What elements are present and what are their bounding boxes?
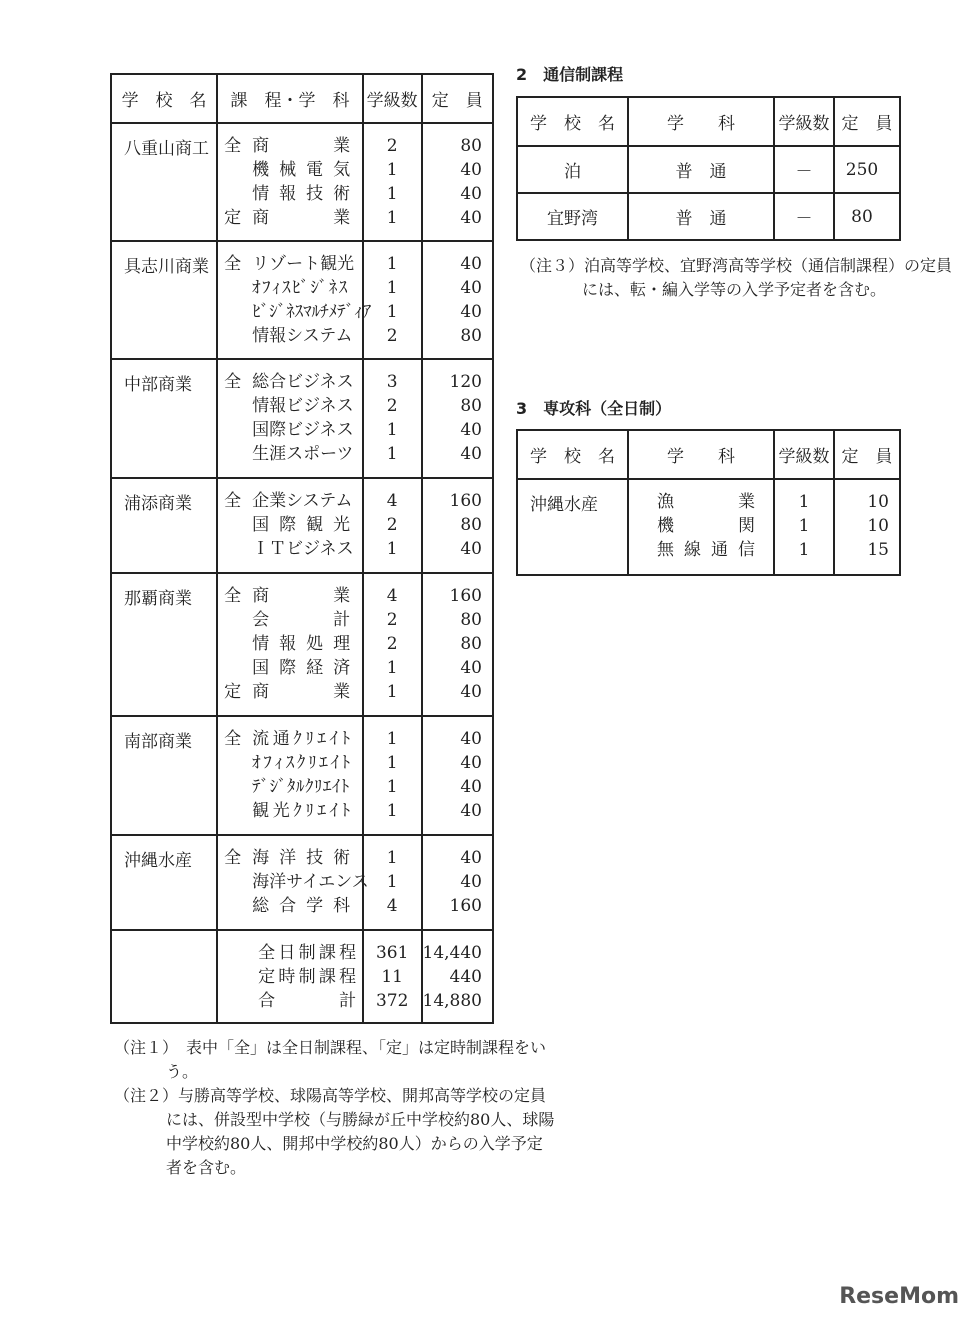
table-row [517, 479, 900, 575]
subject: 総合ビジネス [252, 372, 354, 392]
course-line [224, 513, 362, 537]
subject: 情報処理 [252, 634, 351, 654]
classes-cell [363, 359, 422, 478]
capacity: 40 [460, 539, 482, 559]
classes: 1 [386, 278, 398, 298]
capacity-cell [422, 241, 493, 359]
classes: － [774, 193, 834, 240]
table-row [111, 930, 493, 1023]
subject: 普 通 [628, 146, 774, 193]
classes: － [774, 146, 834, 193]
capacity: 160 [449, 896, 482, 916]
table-row [111, 241, 493, 359]
classes-cell [363, 241, 422, 359]
subject: 定時制課程 [258, 967, 357, 987]
course-line [224, 252, 362, 276]
course-cell [217, 835, 369, 930]
school-name: 南部商業 [111, 716, 217, 835]
subject [657, 490, 773, 514]
t3-header-classes: 学級数 [774, 430, 834, 479]
course-line [224, 894, 362, 918]
classes: 1 [798, 516, 810, 536]
classes: 1 [386, 254, 398, 274]
course-cell [217, 573, 363, 716]
capacity: 40 [460, 658, 482, 678]
course-line [224, 300, 372, 324]
course-line [224, 680, 362, 704]
subject [657, 538, 773, 562]
classes: 1 [386, 302, 398, 322]
course-line [224, 276, 362, 300]
classes: 1 [386, 420, 398, 440]
capacity: 40 [460, 302, 482, 322]
capacity: 40 [460, 208, 482, 228]
course-line [224, 394, 362, 418]
note-3: （注３）泊高等学校、宜野湾高等学校（通信制課程）の定員には、転・編入学等の入学予定者を含む。 [520, 256, 953, 299]
subject-text: 無線通信 [657, 540, 755, 560]
capacity-cell [422, 123, 493, 241]
table-row [111, 359, 493, 478]
capacity: 80 [460, 515, 482, 535]
capacity-cell [422, 930, 493, 1023]
school-name: 那覇商業 [111, 573, 217, 716]
course-line [224, 418, 362, 442]
header-school: 学 校 名 [111, 74, 217, 123]
subject: ｵﾌｨｽﾋﾞｼﾞﾈｽ [252, 278, 349, 298]
capacity: 40 [460, 872, 482, 892]
subject: 情報ビジネス [252, 396, 354, 416]
course-cell [217, 716, 363, 835]
t3-header-school: 学 校 名 [517, 430, 628, 479]
subject: 合 計 [258, 991, 357, 1011]
school-name: 浦添商業 [111, 478, 217, 573]
subject: 情報技術 [252, 184, 351, 204]
subject: ﾃﾞｼﾞﾀﾙｸﾘｴｲﾄ [252, 777, 350, 797]
subject: 観光ｸﾘｴｲﾄ [252, 801, 351, 821]
capacity: 40 [460, 184, 482, 204]
course-line [224, 537, 362, 561]
capacity: 15 [867, 540, 889, 560]
classes: 1 [386, 872, 398, 892]
capacity: 160 [449, 491, 482, 511]
classes-cell [363, 478, 422, 573]
section3-title: 3 専攻科（全日制） [516, 399, 672, 418]
course-type: 全 [224, 586, 242, 606]
school-name: 沖縄水産 [111, 835, 217, 930]
classes: 3 [386, 372, 398, 392]
classes: 1 [386, 539, 398, 559]
capacity: 120 [449, 372, 482, 392]
capacity: 440 [449, 967, 482, 987]
subject: 会 計 [252, 610, 351, 630]
subject: 流通ｸﾘｴｲﾄ [252, 729, 351, 749]
classes-cell [363, 835, 422, 930]
capacity: 14,880 [422, 991, 482, 1011]
classes: 4 [386, 586, 398, 606]
subject: ＩＴビジネス [252, 539, 354, 559]
subject [657, 514, 773, 538]
table-row [111, 573, 493, 716]
t2-header-school: 学 校 名 [517, 97, 628, 146]
course-type: 全 [224, 848, 242, 868]
classes: 1 [386, 682, 398, 702]
classes: 2 [386, 634, 398, 654]
subject-text: 機 関 [657, 516, 755, 536]
subject: リゾート観光 [252, 254, 355, 274]
capacity: 80 [460, 326, 482, 346]
subject: 総合学科 [252, 896, 351, 916]
capacity: 40 [460, 801, 482, 821]
course-cell [217, 930, 363, 1023]
classes: 1 [386, 729, 398, 749]
course-line [224, 608, 362, 632]
subject: 商 業 [252, 586, 351, 606]
course-line [224, 846, 362, 870]
t2-header-classes: 学級数 [774, 97, 834, 146]
subject: 海洋サイエンス [252, 872, 369, 892]
table-row [517, 146, 900, 193]
classes: 361 [375, 943, 409, 963]
table-row [111, 123, 493, 241]
resemom-logo: ReseMom [839, 1284, 959, 1309]
table-header-row [111, 74, 493, 123]
capacity: 14,440 [422, 943, 482, 963]
course-line [224, 656, 362, 680]
capacity: 40 [460, 777, 482, 797]
course-line [224, 727, 362, 751]
course-line [224, 989, 362, 1013]
course-type: 全 [224, 254, 242, 274]
course-line [224, 158, 362, 182]
subject: 国際経済 [252, 658, 351, 678]
classes: 372 [375, 991, 409, 1011]
course-line [224, 324, 362, 348]
classes-cell [363, 573, 422, 716]
classes: 1 [386, 801, 398, 821]
classes: 2 [386, 515, 398, 535]
t3-header-capacity: 定 員 [834, 430, 900, 479]
capacity: 40 [460, 160, 482, 180]
capacity-cell [422, 716, 493, 835]
school-name: 具志川商業 [111, 241, 217, 359]
subject: 国際ビジネス [252, 420, 354, 440]
subject: 商 業 [252, 682, 351, 702]
capacity: 40 [460, 444, 482, 464]
course-line [224, 489, 362, 513]
course-type: 全 [224, 136, 242, 156]
capacity-cell [422, 573, 493, 716]
school-name: 中部商業 [111, 359, 217, 478]
course-line [224, 370, 362, 394]
course-type: 全 [224, 372, 242, 392]
subject: 国際観光 [252, 515, 351, 535]
specialized-course-table [516, 429, 901, 576]
table-row [517, 193, 900, 240]
course-line [224, 206, 362, 230]
section2-title: 2 通信制課程 [516, 65, 624, 84]
table-row [111, 478, 493, 573]
main-capacity-table [110, 73, 494, 1024]
course-cell [217, 478, 363, 573]
subject: 情報システム [252, 326, 353, 346]
capacity-cell [422, 359, 493, 478]
header-capacity: 定 員 [422, 74, 493, 123]
classes: 1 [386, 184, 398, 204]
course-line [224, 584, 362, 608]
school: 宜野湾 [517, 193, 628, 240]
classes: 1 [386, 848, 398, 868]
subject: 普 通 [628, 193, 774, 240]
course-line [224, 442, 362, 466]
classes: 2 [386, 326, 398, 346]
classes-cell [363, 123, 422, 241]
table-row [111, 835, 493, 930]
subject: ｵﾌｨｽｸﾘｴｲﾄ [252, 753, 351, 773]
t2-header-capacity: 定 員 [834, 97, 900, 146]
capacity: 40 [460, 278, 482, 298]
course-line [224, 965, 362, 989]
course-line [224, 799, 362, 823]
t2-header-subject: 学 科 [628, 97, 774, 146]
capacity: 40 [460, 420, 482, 440]
capacity: 250 [834, 146, 900, 193]
school: 泊 [517, 146, 628, 193]
note-1: （注１） 表中「全」は全日制課程、「定」は定時制課程をいう。 [114, 1038, 547, 1081]
classes: 1 [386, 777, 398, 797]
note-2: （注２）与勝高等学校、球陽高等学校、開邦高等学校の定員には、併設型中学校（与勝緑が丘中学校約80人、球陽中学校約80人、開邦中学校約80人）からの入学予定者を含む。 [114, 1086, 555, 1177]
capacity: 80 [460, 610, 482, 630]
course-type: 全 [224, 491, 242, 511]
classes: 1 [386, 658, 398, 678]
course-type: 全 [224, 729, 242, 749]
subject: 機械電気 [252, 160, 351, 180]
subject: 生涯スポーツ [252, 444, 354, 464]
classes: 11 [381, 967, 403, 987]
course-line [224, 182, 362, 206]
school-name [111, 930, 217, 1023]
school: 沖縄水産 [517, 479, 628, 575]
course-line [224, 941, 362, 965]
subject: 商 業 [252, 136, 351, 156]
capacity-cell [422, 835, 493, 930]
subject-text: 漁 業 [657, 492, 755, 512]
capacity: 80 [460, 634, 482, 654]
header-course: 課 程・学 科 [217, 74, 363, 123]
capacity: 160 [449, 586, 482, 606]
classes: 2 [386, 396, 398, 416]
course-line [224, 751, 362, 775]
classes: 1 [386, 444, 398, 464]
capacity: 80 [834, 193, 900, 240]
classes: 1 [386, 160, 398, 180]
subject: ﾋﾞｼﾞﾈｽﾏﾙﾁﾒﾃﾞｨｱ [252, 302, 372, 322]
capacity: 10 [867, 516, 889, 536]
classes: 1 [386, 208, 398, 228]
classes: 2 [386, 610, 398, 630]
capacity: 40 [460, 753, 482, 773]
capacity: 40 [460, 729, 482, 749]
capacity: 40 [460, 682, 482, 702]
subject: 全日制課程 [258, 943, 357, 963]
classes: 1 [386, 753, 398, 773]
classes: 4 [386, 491, 398, 511]
course-type: 定 [224, 682, 242, 702]
t3-header-subject: 学 科 [628, 430, 774, 479]
correspondence-table [516, 96, 901, 241]
course-type: 定 [224, 208, 242, 228]
classes-cell [363, 930, 422, 1023]
capacity-cell [422, 478, 493, 573]
classes-cell [363, 716, 422, 835]
subject: 企業システム [252, 491, 353, 511]
school-name: 八重山商工 [111, 123, 217, 241]
course-line [224, 632, 362, 656]
course-line [224, 870, 369, 894]
capacity: 80 [460, 136, 482, 156]
course-line [224, 134, 362, 158]
course-line [224, 775, 362, 799]
capacity: 10 [867, 492, 889, 512]
classes: 1 [798, 540, 810, 560]
capacity: 40 [460, 848, 482, 868]
classes: 4 [386, 896, 398, 916]
classes: 2 [386, 136, 398, 156]
capacity: 80 [460, 396, 482, 416]
header-classes: 学級数 [363, 74, 422, 123]
course-cell [217, 359, 363, 478]
subject: 商 業 [252, 208, 351, 228]
course-cell [217, 241, 372, 359]
course-cell [217, 123, 363, 241]
capacity: 40 [460, 254, 482, 274]
table-row [111, 716, 493, 835]
classes: 1 [798, 492, 810, 512]
subject: 海洋技術 [252, 848, 351, 868]
